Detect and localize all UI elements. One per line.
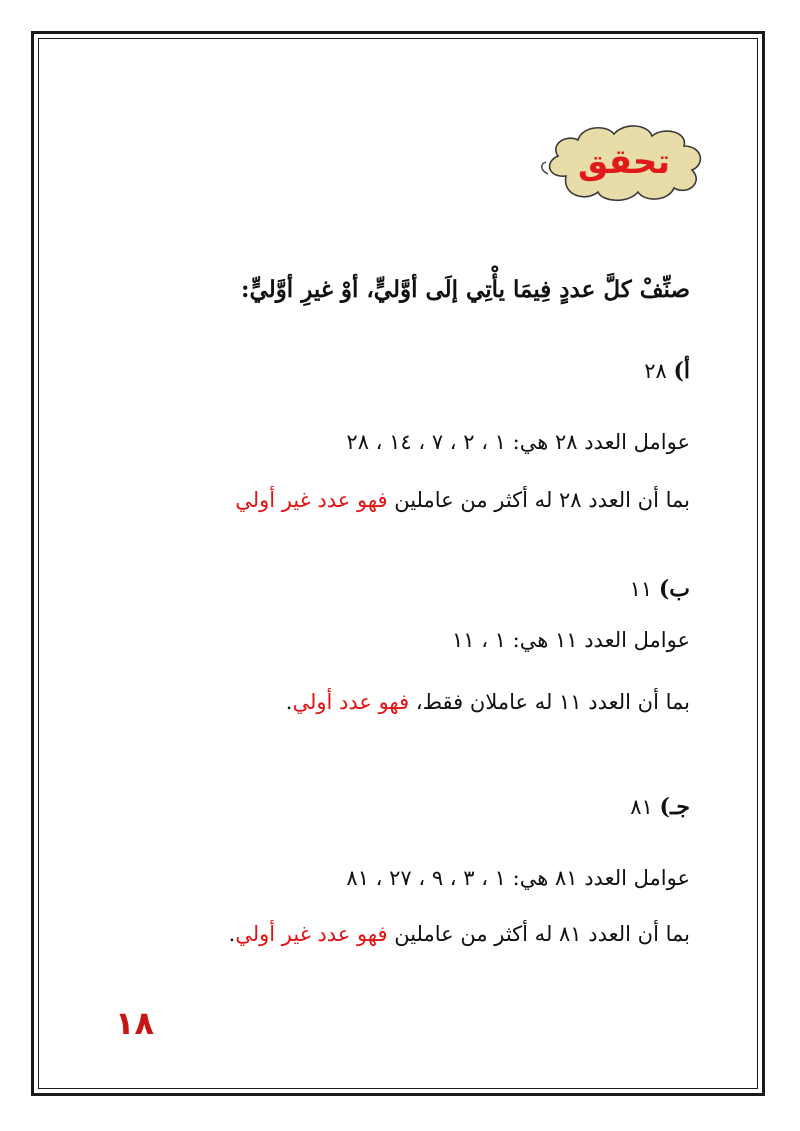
item-c-conclusion: فهو عدد غير أولي — [235, 922, 388, 946]
item-b-reason: بما أن العدد ١١ له عاملان فقط، — [415, 690, 690, 714]
item-a-reason: بما أن العدد ٢٨ له أكثر من عاملين — [394, 488, 690, 512]
item-b-end-mark: . — [285, 690, 293, 714]
item-b-factors: عوامل العدد ١١ هي: ١ ، ١١ — [451, 628, 690, 652]
item-c-end-mark: . — [228, 922, 236, 946]
item-c-reason: بما أن العدد ٨١ له أكثر من عاملين — [394, 922, 690, 946]
item-a-heading — [644, 358, 690, 384]
item-b-number: ١١ — [629, 577, 653, 601]
item-a-reason-line — [235, 488, 690, 512]
item-a-number: ٢٨ — [644, 359, 667, 383]
item-c-reason-line — [229, 922, 690, 946]
item-c-heading — [630, 794, 690, 820]
item-c-label: جـ) — [659, 794, 690, 820]
item-b-heading — [630, 576, 690, 602]
page-number: ١٨ — [115, 1004, 155, 1042]
item-a-label: أ) — [673, 358, 690, 384]
item-b-reason-line — [286, 690, 690, 714]
item-a-conclusion: فهو عدد غير أولي — [235, 488, 388, 512]
exercise-instruction: صنِّفْ كلَّ عددٍ فِيمَا يأْتِي إلَى أوَّليٍّ، أوْ غيرِ أوَّليٍّ: — [241, 276, 690, 303]
item-a-factors: عوامل العدد ٢٨ هي: ١ ، ٢ ، ٧ ، ١٤ ، ٢٨ — [346, 430, 690, 454]
item-c-factors: عوامل العدد ٨١ هي: ١ ، ٣ ، ٩ ، ٢٧ ، ٨١ — [346, 866, 690, 890]
item-c-number: ٨١ — [630, 795, 653, 819]
item-b-conclusion: فهو عدد أولي — [292, 690, 410, 714]
item-b-label: ب) — [658, 576, 690, 602]
badge-label: تحقق — [577, 142, 671, 182]
